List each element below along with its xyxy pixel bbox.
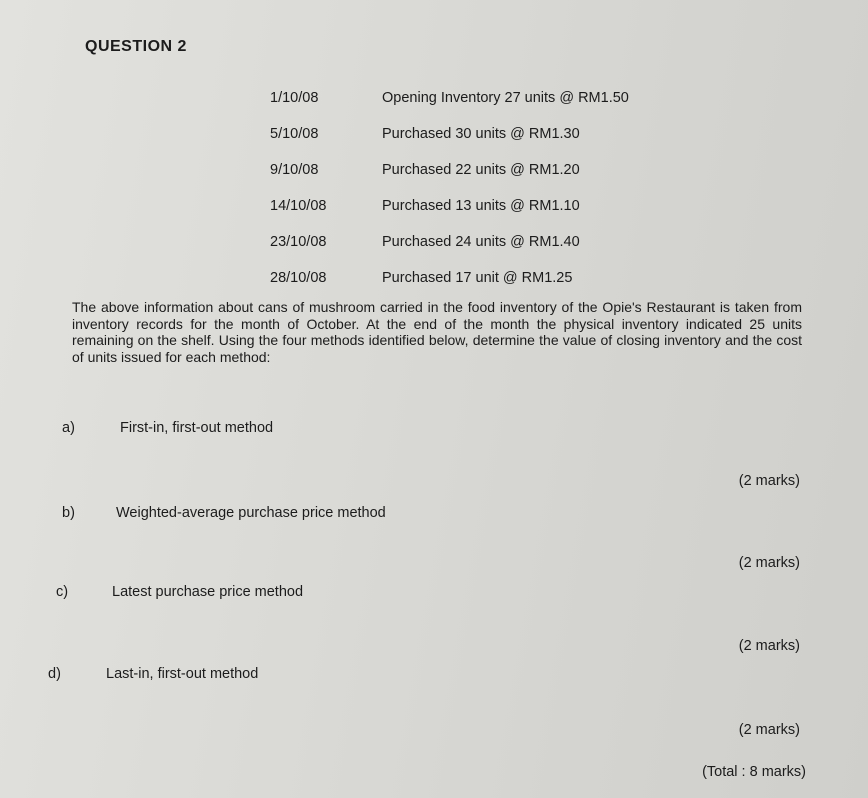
part-label: a) [62,420,75,436]
part-text: Last-in, first-out method [106,666,259,682]
part-label: d) [48,666,61,682]
inventory-entry [270,126,710,162]
inventory-entry [270,90,710,126]
total-marks: (Total : 8 marks) [702,764,806,780]
inventory-entry [270,162,710,198]
entry-date: 14/10/08 [270,198,327,214]
inventory-entry [270,234,710,270]
entry-date: 28/10/08 [270,270,327,286]
part-marks: (2 marks) [738,722,800,738]
part-marks: (2 marks) [738,473,800,489]
part-marks: (2 marks) [738,555,800,571]
entry-description: Purchased 22 units @ RM1.20 [382,162,580,178]
entry-description: Purchased 17 unit @ RM1.25 [382,270,573,286]
entry-date: 23/10/08 [270,234,327,250]
part-text: Weighted-average purchase price method [116,505,386,521]
part-a [62,420,274,436]
entry-date: 9/10/08 [270,162,319,178]
entry-description: Purchased 13 units @ RM1.10 [382,198,580,214]
part-text: Latest purchase price method [112,584,304,600]
question-heading: QUESTION 2 [85,38,187,55]
part-d [48,666,259,682]
question-paragraph: The above information about cans of mushroom carried in the food inventory of the Opie's Restaurant is taken from inventory records for the month of October. At the end of the month the physical inventory indicated 25 units remaining on the shelf. Using the four methods identified below, determine the value of closing inventory and the cost of units issued for each method: [72,299,802,365]
part-label: c) [56,584,69,600]
entry-description: Purchased 24 units @ RM1.40 [382,234,580,250]
part-c [56,584,304,600]
entry-date: 5/10/08 [270,126,319,142]
entry-description: Opening Inventory 27 units @ RM1.50 [382,90,629,106]
entry-description: Purchased 30 units @ RM1.30 [382,126,580,142]
part-b [62,505,386,521]
part-label: b) [62,505,75,521]
inventory-entry [270,198,710,234]
inventory-entries [270,90,710,306]
entry-date: 1/10/08 [270,90,319,106]
part-marks: (2 marks) [738,638,800,654]
part-text: First-in, first-out method [120,420,274,436]
